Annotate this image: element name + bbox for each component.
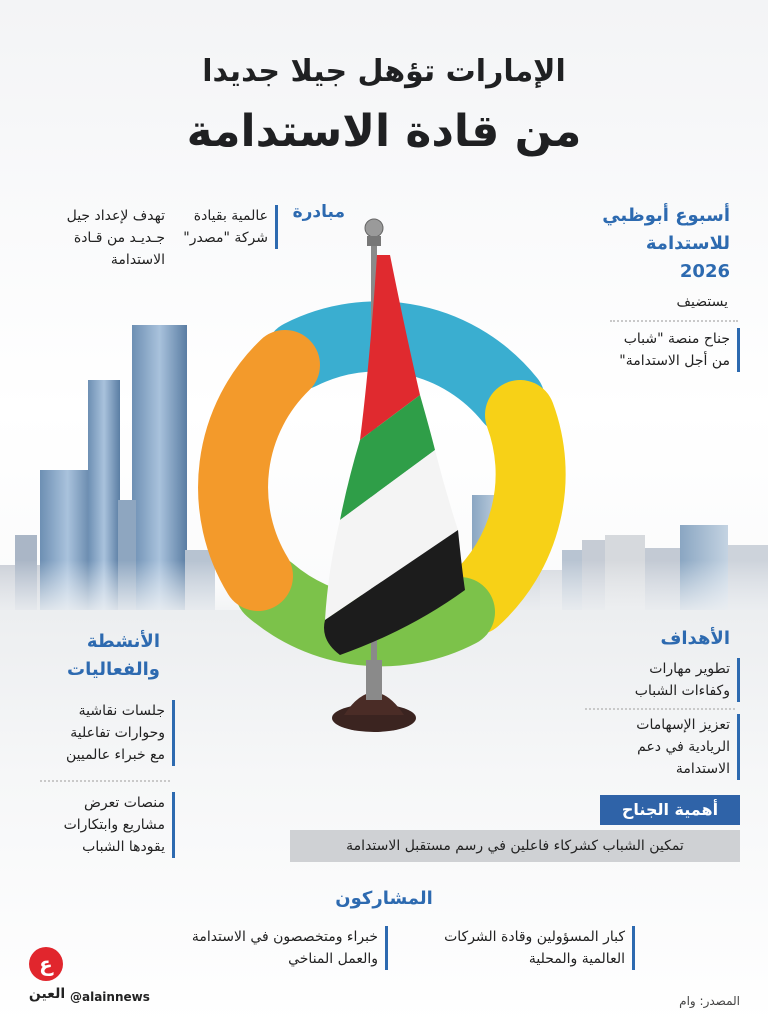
week-pavilion-line1: جناح منصة "شباب xyxy=(623,331,730,347)
activities-heading-line2: والفعاليات xyxy=(67,659,160,680)
activities-heading-line1: الأنشطة xyxy=(86,631,160,652)
week-hosts: يستضيف xyxy=(676,294,728,310)
initiative-heading: مبادرة xyxy=(292,202,345,222)
activities-item2-line3: يقودها الشباب xyxy=(82,839,165,855)
flag-icon xyxy=(300,210,470,750)
goals-item1-line2: وكفاءات الشباب xyxy=(634,683,730,699)
logo-text: العين xyxy=(28,986,66,1002)
divider xyxy=(585,708,735,710)
initiative-goal-line2: جـديـد من قـادة xyxy=(73,230,165,246)
week-heading-line3: 2026 xyxy=(679,261,730,282)
goals-item2-line3: الاستدامة xyxy=(675,761,730,777)
week-pavilion-line2: من أجل الاستدامة" xyxy=(619,353,730,369)
importance-text: تمكين الشباب كشركاء فاعلين في رسم مستقبل الاستدامة xyxy=(290,830,740,862)
activities-item1 xyxy=(30,700,175,766)
participants-item1-line1: كبار المسؤولين وقادة الشركات xyxy=(444,929,625,945)
divider xyxy=(610,320,738,322)
importance-heading: أهمية الجناح xyxy=(600,795,740,825)
participants-item2-line2: والعمل المناخي xyxy=(288,951,378,967)
activities-item2-line2: مشاريع وابتكارات xyxy=(63,817,165,833)
initiative-goal-line3: الاستدامة xyxy=(110,252,165,268)
goals-item2-line1: تعزيز الإسهامات xyxy=(636,717,730,733)
goals-item2 xyxy=(570,714,740,780)
activities-item2 xyxy=(30,792,175,858)
participants-item2-line1: خبراء ومتخصصون في الاستدامة xyxy=(191,929,378,945)
initiative-line1: عالمية بقيادة xyxy=(193,208,268,224)
week-pavilion xyxy=(585,328,740,372)
week-heading-line2: للاستدامة xyxy=(645,233,730,254)
participants-item1 xyxy=(395,926,635,970)
activities-item1-line2: وحوارات تفاعلية xyxy=(70,725,165,741)
source-text: المصدر: وام xyxy=(679,994,740,1008)
week-heading xyxy=(560,202,730,286)
goals-item1-line1: تطوير مهارات xyxy=(649,661,730,677)
participants-item2 xyxy=(140,926,388,970)
svg-text:ع: ع xyxy=(39,952,53,976)
goals-item2-line2: الريادية في دعم xyxy=(637,739,730,755)
page-title-line1: الإمارات تؤهل جيلا جديدا xyxy=(202,54,566,89)
goals-heading: الأهداف xyxy=(660,628,730,649)
social-handle: @alainnews xyxy=(70,990,150,1004)
initiative-desc xyxy=(170,205,278,249)
week-heading-line1: أسبوع أبوظبي xyxy=(602,205,730,226)
activities-item1-line1: جلسات نقاشية xyxy=(78,703,165,719)
participants-item1-line2: العالمية والمحلية xyxy=(528,951,625,967)
divider xyxy=(40,780,170,782)
activities-heading xyxy=(30,628,160,684)
page-title-line2: من قادة الاستدامة xyxy=(186,106,582,157)
participants-heading: المشاركون xyxy=(335,888,433,909)
activities-item2-line1: منصات تعرض xyxy=(83,795,165,811)
goals-item1 xyxy=(570,658,740,702)
initiative-line2: شركة "مصدر" xyxy=(183,230,268,246)
activities-item1-line3: مع خبراء عالميين xyxy=(65,747,165,763)
initiative-goal-line1: تهدف لإعداد جيل xyxy=(66,208,165,224)
initiative-goal xyxy=(30,205,165,271)
